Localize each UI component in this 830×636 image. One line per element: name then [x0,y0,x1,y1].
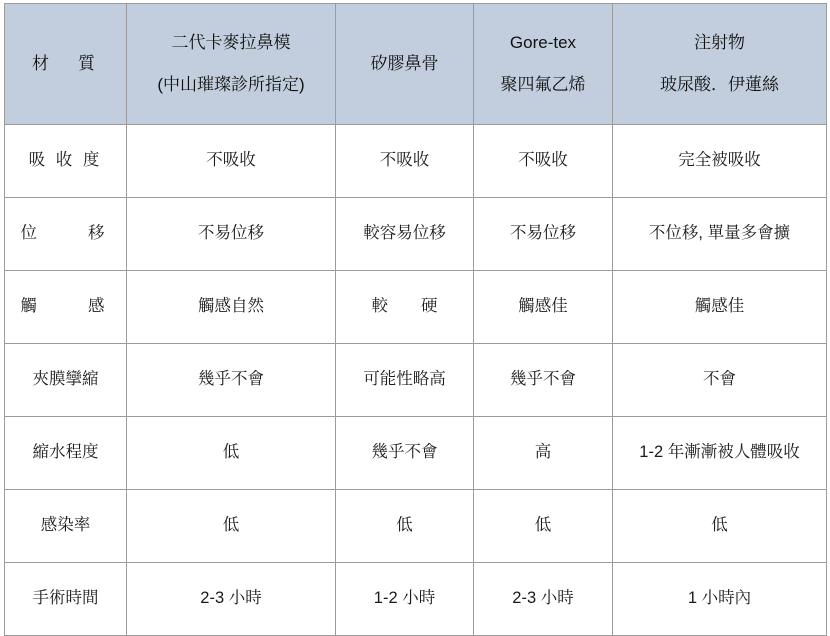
table-row [5,125,827,198]
cell-r5-c4: 低 [613,490,827,563]
cell-r6-c4: 1 小時內 [613,563,827,636]
table-row [5,344,827,417]
cell-r3-c4: 不會 [613,344,827,417]
cell-r4-c1: 低 [127,417,336,490]
material-comparison-table [4,3,827,636]
cell-r6-c2: 1-2 小時 [336,563,474,636]
cell-r0-c2: 不吸收 [336,125,474,198]
table-row [5,417,827,490]
row-label-displacement: 位 移 [5,198,127,271]
cell-r3-c2: 可能性略高 [336,344,474,417]
header-cell-col4 [613,4,827,125]
cell-r2-c3: 觸感佳 [474,271,613,344]
header-cell-material [5,4,127,125]
table-body [5,125,827,636]
cell-r1-c3: 不易位移 [474,198,613,271]
header-col1-line1: 二代卡麥拉鼻模 [171,32,291,52]
cell-r3-c3: 幾乎不會 [474,344,613,417]
header-cell-col1 [127,4,336,125]
header-row [5,4,827,125]
cell-r4-c4: 1-2 年漸漸被人體吸收 [613,417,827,490]
cell-r0-c3: 不吸收 [474,125,613,198]
cell-r1-c1: 不易位移 [127,198,336,271]
row-label-capsular-contracture: 夾膜攣縮 [5,344,127,417]
cell-r4-c3: 高 [474,417,613,490]
cell-r2-c2: 較 硬 [336,271,474,344]
cell-r6-c1: 2-3 小時 [127,563,336,636]
header-col2-line1: 矽膠鼻骨 [370,53,439,73]
header-cell-col3 [474,4,613,125]
header-col1-line2: (中山璀璨診所指定) [157,75,305,94]
row-label-infection-rate: 感染率 [5,490,127,563]
row-label-surgery-time: 手術時間 [5,563,127,636]
header-col3-line1: Gore-tex [509,32,577,52]
cell-r5-c2: 低 [336,490,474,563]
row-label-touch: 觸 感 [5,271,127,344]
cell-r0-c1: 不吸收 [127,125,336,198]
cell-r3-c1: 幾乎不會 [127,344,336,417]
table-row [5,271,827,344]
table-header [5,4,827,125]
table-row [5,490,827,563]
row-label-absorption: 吸 收 度 [5,125,127,198]
cell-r2-c1: 觸感自然 [127,271,336,344]
cell-r4-c2: 幾乎不會 [336,417,474,490]
cell-r6-c3: 2-3 小時 [474,563,613,636]
cell-r1-c4: 不位移, 單量多會擴 [613,198,827,271]
cell-r2-c4: 觸感佳 [613,271,827,344]
table-row [5,198,827,271]
cell-r5-c3: 低 [474,490,613,563]
header-material-line1: 材 質 [32,53,101,73]
cell-r1-c2: 較容易位移 [336,198,474,271]
header-cell-col2 [336,4,474,125]
header-col4-line2: 玻尿酸．伊蓮絲 [660,75,779,94]
cell-r0-c4: 完全被吸收 [613,125,827,198]
header-col3-line2: 聚四氟乙烯 [500,75,586,94]
header-col4-line1: 注射物 [694,32,745,52]
table-row [5,563,827,636]
row-label-shrinkage: 縮水程度 [5,417,127,490]
cell-r5-c1: 低 [127,490,336,563]
